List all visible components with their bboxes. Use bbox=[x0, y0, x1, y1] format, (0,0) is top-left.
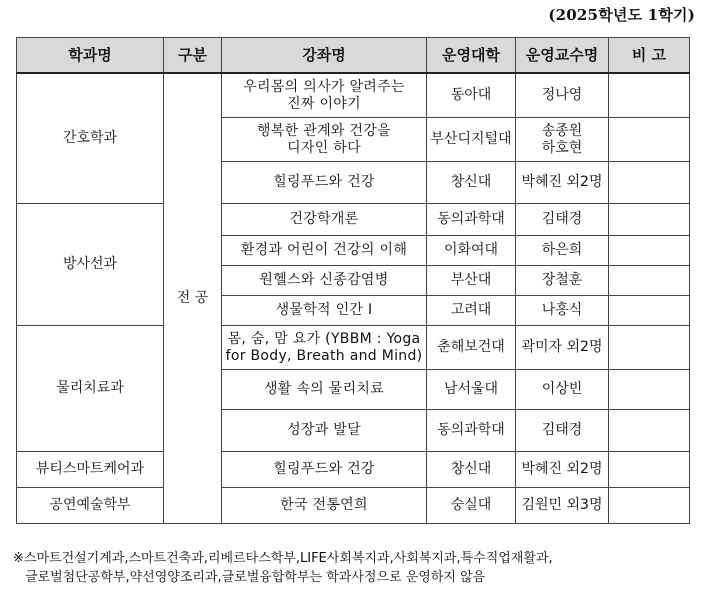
course-cell: 성장과 발달 bbox=[222, 410, 427, 452]
remark-cell bbox=[609, 370, 690, 410]
course-cell: 힐링푸드와 건강 bbox=[222, 452, 427, 488]
header-category: 구분 bbox=[164, 38, 222, 74]
course-cell: 생물학적 인간 I bbox=[222, 296, 427, 326]
table-row bbox=[17, 488, 690, 524]
remark-cell bbox=[609, 73, 690, 118]
remark-cell bbox=[609, 236, 690, 266]
footnote-line-1: ※스마트건설기계과,스마트건축과,리베르타스학부,LIFE사회복지과,사회복지과,특수직업재활과, bbox=[13, 551, 553, 566]
remark-cell bbox=[609, 162, 690, 204]
footnote-line-2: 글로벌첨단공학부,약선영양조리과,글로벌융합학부는 학과사정으로 운영하지 않음 bbox=[25, 570, 486, 585]
dept-cell: 뷰티스마트케어과 bbox=[17, 452, 164, 488]
prof-cell: 하은희 bbox=[516, 236, 609, 266]
remark-cell bbox=[609, 118, 690, 162]
remark-cell bbox=[609, 452, 690, 488]
remark-cell bbox=[609, 410, 690, 452]
univ-cell: 숭실대 bbox=[427, 488, 516, 524]
remark-cell bbox=[609, 266, 690, 296]
remark-cell bbox=[609, 488, 690, 524]
course-cell: 원헬스와 신종감염병 bbox=[222, 266, 427, 296]
dept-cell: 물리치료과 bbox=[17, 326, 164, 452]
course-cell: 한국 전통연희 bbox=[222, 488, 427, 524]
prof-cell: 장철훈 bbox=[516, 266, 609, 296]
table-row bbox=[17, 73, 690, 118]
course-cell: 몸, 숨, 맘 요가 (YBBM : Yoga for Body, Breath and Mind) bbox=[222, 326, 427, 370]
table-row bbox=[17, 452, 690, 488]
course-cell: 건강학개론 bbox=[222, 204, 427, 236]
course-cell: 생활 속의 물리치료 bbox=[222, 370, 427, 410]
univ-cell: 동의과학대 bbox=[427, 204, 516, 236]
univ-cell: 동아대 bbox=[427, 73, 516, 118]
univ-cell: 남서울대 bbox=[427, 370, 516, 410]
header-dept: 학과명 bbox=[17, 38, 164, 74]
remark-cell bbox=[609, 296, 690, 326]
prof-cell: 이상빈 bbox=[516, 370, 609, 410]
semester-label: (2025학년도 1학기) bbox=[548, 6, 695, 24]
prof-cell: 곽미자 외2명 bbox=[516, 326, 609, 370]
remark-cell bbox=[609, 326, 690, 370]
prof-cell: 정나영 bbox=[516, 73, 609, 118]
dept-cell: 방사선과 bbox=[17, 204, 164, 326]
header-row bbox=[17, 38, 690, 74]
univ-cell: 창신대 bbox=[427, 452, 516, 488]
footnote bbox=[13, 549, 553, 587]
univ-cell: 이화여대 bbox=[427, 236, 516, 266]
prof-cell: 박혜진 외2명 bbox=[516, 452, 609, 488]
dept-cell: 공연예술학부 bbox=[17, 488, 164, 524]
course-table bbox=[16, 37, 690, 524]
prof-cell: 박혜진 외2명 bbox=[516, 162, 609, 204]
course-cell: 우리몸의 의사가 알려주는 진짜 이야기 bbox=[222, 73, 427, 118]
course-cell: 환경과 어린이 건강의 이해 bbox=[222, 236, 427, 266]
header-remark: 비 고 bbox=[609, 38, 690, 74]
header-course: 강좌명 bbox=[222, 38, 427, 74]
course-cell: 행복한 관계와 건강을 디자인 하다 bbox=[222, 118, 427, 162]
prof-cell: 김태경 bbox=[516, 204, 609, 236]
prof-cell: 김태경 bbox=[516, 410, 609, 452]
table-row bbox=[17, 326, 690, 370]
prof-cell: 김원민 외3명 bbox=[516, 488, 609, 524]
univ-cell: 춘해보건대 bbox=[427, 326, 516, 370]
univ-cell: 부산디지털대 bbox=[427, 118, 516, 162]
header-univ: 운영대학 bbox=[427, 38, 516, 74]
remark-cell bbox=[609, 204, 690, 236]
prof-cell: 나홍식 bbox=[516, 296, 609, 326]
univ-cell: 동의과학대 bbox=[427, 410, 516, 452]
course-cell: 힐링푸드와 건강 bbox=[222, 162, 427, 204]
univ-cell: 고려대 bbox=[427, 296, 516, 326]
dept-cell: 간호학과 bbox=[17, 73, 164, 204]
category-cell: 전 공 bbox=[164, 73, 222, 524]
prof-cell: 송종원 하호현 bbox=[516, 118, 609, 162]
header-prof: 운영교수명 bbox=[516, 38, 609, 74]
univ-cell: 창신대 bbox=[427, 162, 516, 204]
univ-cell: 부산대 bbox=[427, 266, 516, 296]
table-row bbox=[17, 204, 690, 236]
